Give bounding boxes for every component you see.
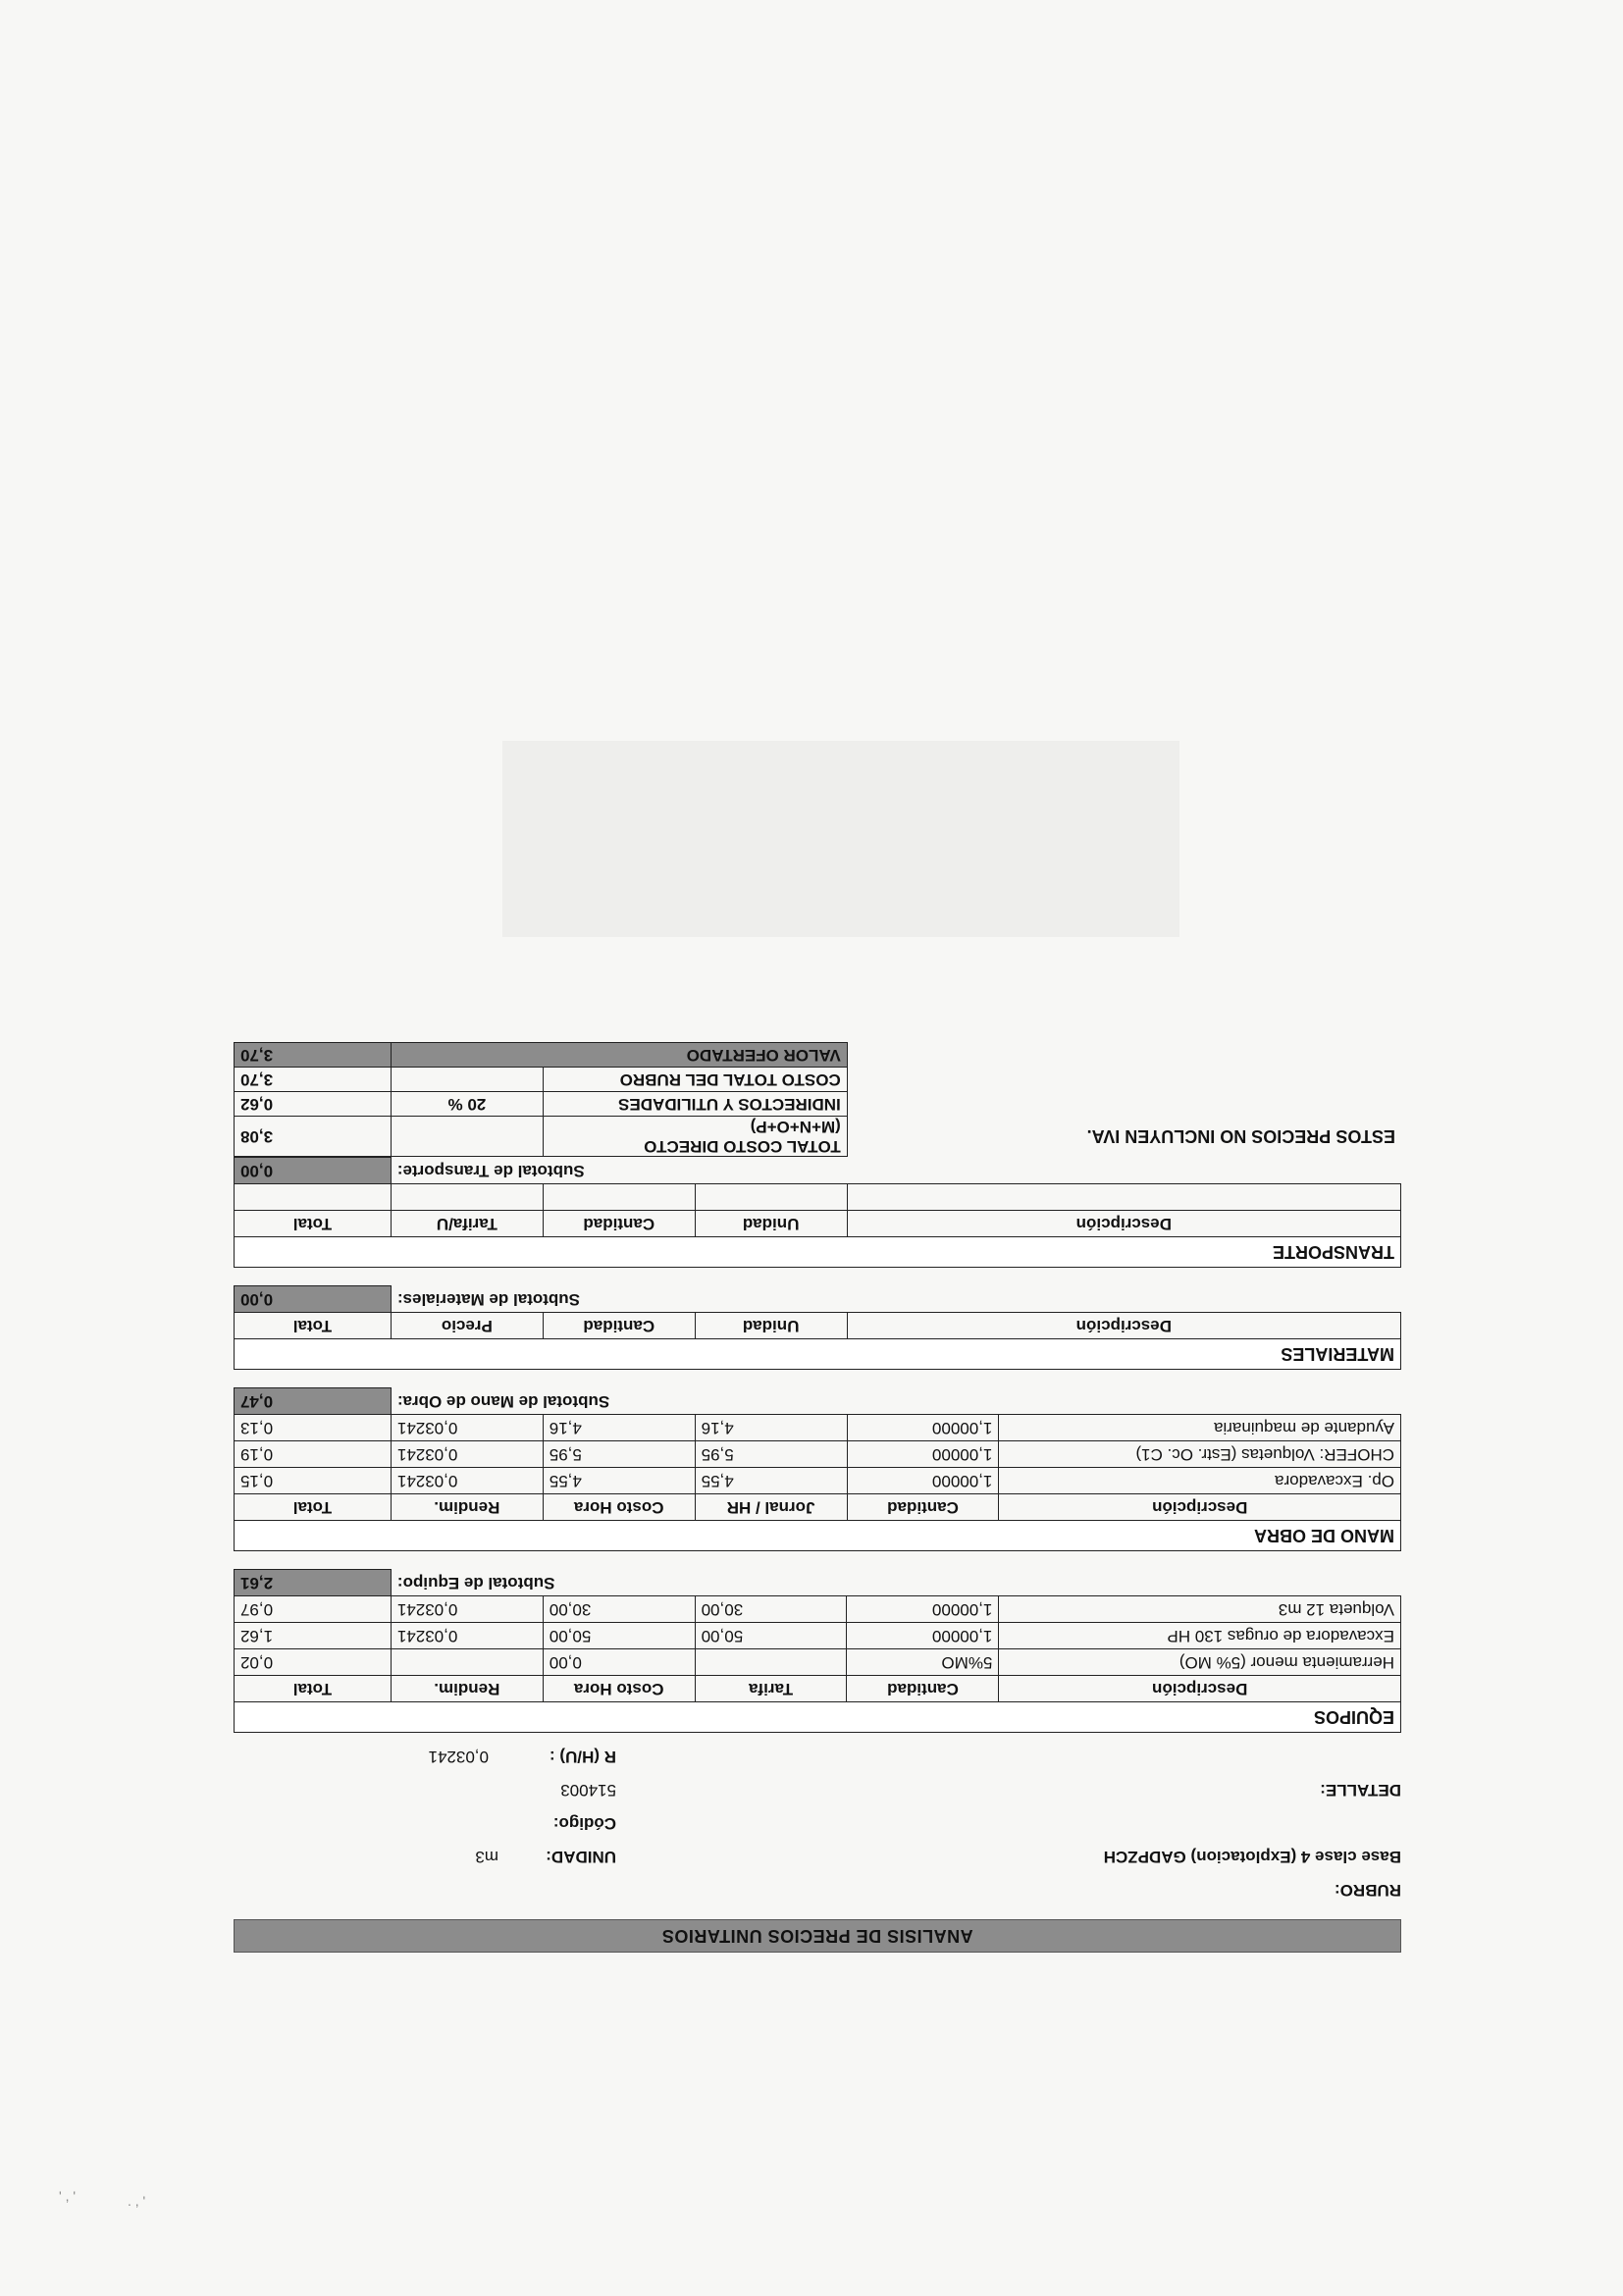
summary-table (234, 1042, 1401, 1157)
materiales-subtotal-value: 0,00 (235, 1286, 392, 1313)
empty-row (235, 1184, 1401, 1211)
subtotal-row (235, 1158, 1401, 1184)
staple-mark: . , ' (128, 2193, 146, 2209)
column-header: Jornal / HR (695, 1494, 847, 1521)
equipos-header-row (235, 1676, 1401, 1702)
equipos-table (234, 1569, 1401, 1702)
transporte-subtotal-value: 0,00 (235, 1158, 392, 1184)
table-row: CHOFER: Volquetas (Estr. Oc. C1) 1,00000 5,95 5,95 0,03241 0,19 (235, 1441, 1401, 1468)
transporte-table (234, 1157, 1401, 1237)
column-header: Cantidad (543, 1313, 695, 1339)
column-header: Descripción (847, 1313, 1400, 1339)
equipos-subtotal-value: 2,61 (235, 1570, 392, 1596)
rubro-value: Base clase 4 (Explotacion) GADPZCH (1103, 1848, 1401, 1866)
transporte-subtotal-label: Subtotal de Transporte: (396, 1161, 585, 1180)
column-header: Tarifa (695, 1676, 847, 1702)
codigo-value: 514003 (560, 1781, 616, 1800)
header-block (234, 1733, 1401, 1900)
materiales-table (234, 1285, 1401, 1339)
staple-mark: ' , ' (59, 2188, 77, 2204)
price-analysis-document (234, 1042, 1401, 1953)
rhu-value: 0,03241 (428, 1748, 489, 1766)
column-header: Rendim. (391, 1676, 543, 1702)
table-row: Op. Excavadora 1,00000 4,55 4,55 0,03241 0,15 (235, 1468, 1401, 1494)
column-header: Cantidad (543, 1211, 695, 1237)
transporte-section-title: TRANSPORTE (234, 1237, 1401, 1268)
mano-obra-subtotal-label: Subtotal de Mano de Obra: (396, 1391, 610, 1411)
unidad-label: UNIDAD: (546, 1848, 616, 1866)
transporte-header-row (235, 1211, 1401, 1237)
rubro-label: RUBRO: (1335, 1881, 1401, 1900)
mano-obra-table (234, 1387, 1401, 1521)
column-header: Total (235, 1676, 392, 1702)
valor-ofertado-label: VALOR OFERTADO (391, 1043, 847, 1068)
summary-pct: 20 % (391, 1092, 543, 1117)
rhu-label: R (H/U) : (550, 1748, 616, 1766)
equipos-section-title: EQUIPOS (234, 1702, 1401, 1733)
column-header: Precio (391, 1313, 543, 1339)
materiales-subtotal-label: Subtotal de Materiales: (396, 1289, 581, 1309)
column-header: Costo Hora (543, 1494, 695, 1521)
column-header: Total (235, 1211, 392, 1237)
summary-label: TOTAL COSTO DIRECTO (M+N+O+P) (543, 1117, 847, 1157)
subtotal-row (235, 1388, 1401, 1415)
column-header: Descripción (999, 1676, 1401, 1702)
summary-value: 3,70 (235, 1068, 392, 1092)
document-title: ANALISIS DE PRECIOS UNITARIOS (234, 1919, 1401, 1953)
unidad-value: m3 (475, 1848, 498, 1866)
summary-value: 0,62 (235, 1092, 392, 1117)
materiales-section-title: MATERIALES (234, 1339, 1401, 1370)
summary-label: COSTO TOTAL DEL RUBRO (543, 1068, 847, 1092)
materiales-header-row (235, 1313, 1401, 1339)
column-header: Total (235, 1494, 392, 1521)
column-header: Cantidad (847, 1676, 999, 1702)
summary-label: INDIRECTOS Y UTILIDADES (543, 1092, 847, 1117)
mano-obra-section-title: MANO DE OBRA (234, 1521, 1401, 1551)
column-header: Descripción (999, 1494, 1401, 1521)
column-header: Unidad (695, 1211, 847, 1237)
summary-value: 3,08 (235, 1117, 392, 1157)
iva-note: ESTOS PRECIOS NO INCLUYEN IVA. (1086, 1126, 1395, 1147)
column-header: Tarifa/U (391, 1211, 543, 1237)
bleed-through (502, 741, 1179, 937)
column-header: Cantidad (847, 1494, 999, 1521)
table-row: Volqueta 12 m3 1,00000 30,00 30,00 0,03241 0,97 (235, 1596, 1401, 1623)
table-row: Herramienta menor (5% MO) 5%MO 0,00 0,02 (235, 1649, 1401, 1676)
subtotal-row (235, 1286, 1401, 1313)
equipos-subtotal-label: Subtotal de Equipo: (396, 1573, 555, 1592)
column-header: Costo Hora (543, 1676, 695, 1702)
column-header: Descripción (847, 1211, 1400, 1237)
codigo-label: Código: (552, 1814, 616, 1833)
valor-ofertado-value: 3,70 (235, 1043, 392, 1068)
column-header: Unidad (695, 1313, 847, 1339)
mano-obra-subtotal-value: 0,47 (235, 1388, 392, 1415)
subtotal-row (235, 1570, 1401, 1596)
column-header: Rendim. (391, 1494, 543, 1521)
column-header: Total (235, 1313, 392, 1339)
table-row: Ayudante de maquinaria 1,00000 4,16 4,16 0,03241 0,13 (235, 1415, 1401, 1441)
detalle-label: DETALLE: (1320, 1781, 1401, 1800)
table-row: Excavadora de orugas 130 HP 1,00000 50,00 50,00 0,03241 1,62 (235, 1623, 1401, 1649)
mano-obra-header-row (235, 1494, 1401, 1521)
